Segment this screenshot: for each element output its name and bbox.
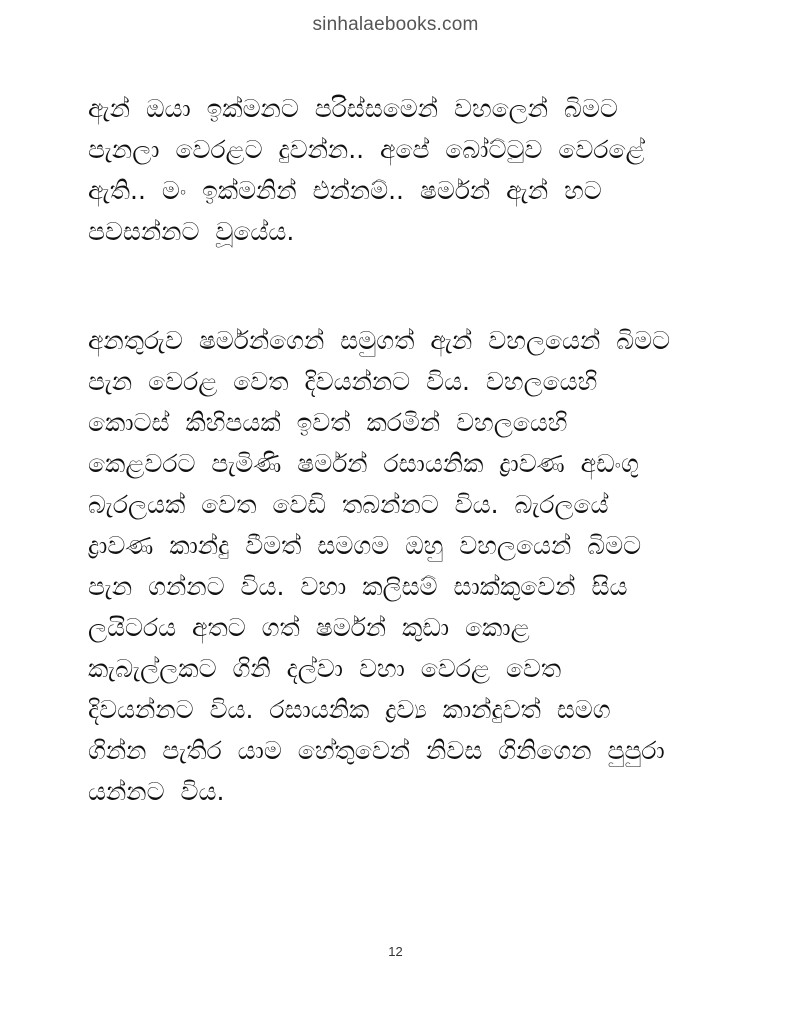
paragraph-line: පවසන්නට වූයේය. xyxy=(88,217,295,246)
paragraph-line: දිවයන්නට විය. රසායනික ද්‍රව්‍ය කාන්දුවත් සමග xyxy=(88,695,611,724)
paragraph-1 xyxy=(88,88,708,252)
paragraph-line: පැන ගන්නට විය. වහා කලිසම් සාක්කුවෙන් සිය xyxy=(88,572,628,601)
paragraph-line: අනතුරුව ෂර්මන්ගෙන් සමුගත් ඇන් වහලයෙන් බිමට xyxy=(88,326,671,355)
paragraph-line: බැරලයක් වෙත වෙඩි තබන්නට විය. බැරලයේ xyxy=(88,490,609,519)
paragraph-2 xyxy=(88,320,708,812)
page-content xyxy=(88,88,708,812)
paragraph-line: යන්නට විය. xyxy=(88,777,225,806)
page-number: 12 xyxy=(388,944,403,959)
paragraph-line: පැනලා වෙරළට දුවන්න.. අපේ බෝට්ටුව වෙරළේ xyxy=(88,135,645,164)
site-header: sinhalaebooks.com xyxy=(312,14,479,35)
paragraph-line: කොටස් කිහිපයක් ඉවත් කරමින් වහලයෙහි xyxy=(88,408,568,437)
paragraph-line: ද්‍රාවණ කාන්දු වීමත් සමගම ඔහු වහලයෙන් බිමට xyxy=(88,531,642,560)
paragraph-line: කෙළවරට පැමිණි ෂර්මන් රසායනික ද්‍රාවණ අඩංගු xyxy=(88,449,639,478)
paragraph-line: ඇන් ඔයා ඉක්මනට පරිස්සමෙන් වහලෙන් බිමට xyxy=(88,94,618,123)
paragraph-line: ඇති.. මං ඉක්මනින් එන්නම්.. ෂර්මන් ඇන් හට xyxy=(88,176,602,205)
paragraph-line: කැබැල්ලකට ගිනි දල්වා වහා වෙරළ වෙත xyxy=(88,654,562,683)
paragraph-line: ගින්න පැතිර යාම හේතුවෙන් නිවස ගිනිගෙන පුපුරා xyxy=(88,736,665,765)
paragraph-line: ලයිටරය අතට ගත් ෂර්මන් කුඩා කොළ xyxy=(88,613,530,642)
paragraph-line: පැන වෙරළ වෙත දිවයන්නට විය. වහලයෙහි xyxy=(88,367,598,396)
